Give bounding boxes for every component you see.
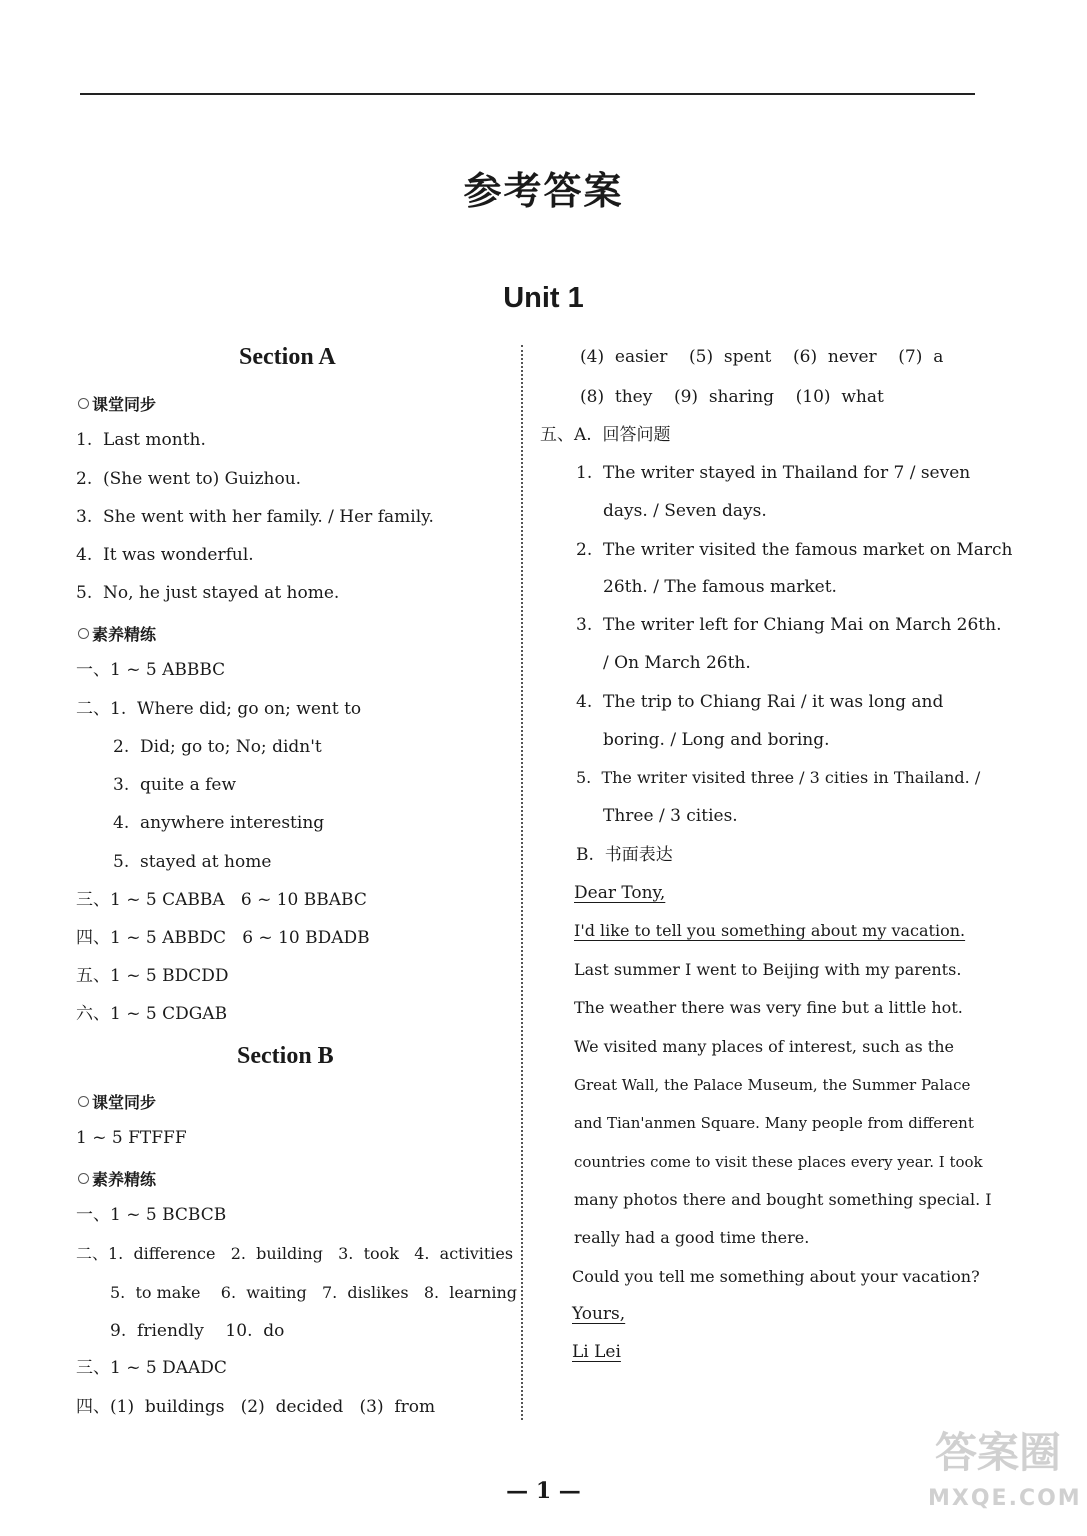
answer-line: (8) they (9) sharing (10) what (580, 387, 884, 407)
answer-line: 1 ~ 5 FTFFF (76, 1128, 187, 1148)
answer-line: 2. Did; go to; No; didn't (113, 737, 322, 757)
letter-line: We visited many places of interest, such as the (574, 1037, 954, 1056)
letter-signature: Li Lei (572, 1342, 621, 1362)
column-divider (521, 345, 523, 1420)
section-a-heading: Section A (239, 344, 336, 370)
answer-line: 5. stayed at home (113, 852, 272, 872)
answer-line: 3. quite a few (113, 775, 237, 795)
answer-line: 4. It was wonderful. (76, 545, 254, 565)
subsection-heading: 五、A. 回答问题 (540, 425, 671, 445)
watermark-logo: 答案圈 MXQE.COM (928, 1428, 1082, 1511)
answer-line: 五、1 ~ 5 BDCDD (76, 966, 229, 986)
subsection-heading: B. 书面表达 (576, 845, 673, 865)
answer-line: 四、1 ~ 5 ABBDC 6 ~ 10 BDADB (76, 928, 370, 948)
answer-line: 三、1 ~ 5 CABBA 6 ~ 10 BBABC (76, 890, 367, 910)
answer-line: 四、(1) buildings (2) decided (3) from (76, 1397, 436, 1417)
answer-line: 1. The writer stayed in Thailand for 7 / seven (576, 463, 971, 483)
letter-line: many photos there and bought something special. I (574, 1190, 992, 1209)
answer-line: 4. The trip to Chiang Rai / it was long and (576, 692, 944, 712)
letter-line: The weather there was very fine but a little hot. (574, 998, 963, 1017)
tag-sync-b: 课堂同步 (78, 1090, 156, 1113)
tag-practice-b: 素养精练 (78, 1167, 156, 1190)
circle-bullet-icon (78, 1173, 89, 1184)
answer-line: 2. The writer visited the famous market on March (576, 540, 1013, 560)
answer-line: days. / Seven days. (603, 501, 767, 521)
answer-line: 9. friendly 10. do (110, 1321, 285, 1341)
answer-line: Three / 3 cities. (603, 806, 738, 826)
letter-line: Last summer I went to Beijing with my parents. (574, 960, 962, 979)
top-rule (80, 93, 975, 95)
tag-practice-a: 素养精练 (78, 622, 156, 645)
letter-line: and Tian'anmen Square. Many people from different (574, 1114, 974, 1132)
circle-bullet-icon (78, 628, 89, 639)
letter-opening: I'd like to tell you something about my vacation. (574, 921, 966, 940)
letter-greeting: Dear Tony, (574, 883, 666, 903)
answer-line: 2. (She went to) Guizhou. (76, 469, 302, 489)
letter-line: really had a good time there. (574, 1228, 810, 1247)
answer-line: 26th. / The famous market. (603, 577, 837, 597)
answer-line: 5. No, he just stayed at home. (76, 583, 340, 603)
answer-line: 一、1 ~ 5 BCBCB (76, 1205, 227, 1225)
answer-line: 4. anywhere interesting (113, 813, 325, 833)
circle-bullet-icon (78, 398, 89, 409)
answer-line: (4) easier (5) spent (6) never (7) a (580, 347, 944, 367)
letter-line: countries come to visit these places every year. I took (574, 1153, 983, 1171)
answer-line: 5. to make 6. waiting 7. dislikes 8. learning (110, 1283, 517, 1302)
letter-line: Could you tell me something about your vacation? (572, 1267, 980, 1286)
tag-sync-a: 课堂同步 (78, 392, 156, 415)
answer-line: 三、1 ~ 5 DAADC (76, 1358, 227, 1378)
page-number: — 1 — (506, 1478, 581, 1504)
answer-line: 一、1 ~ 5 ABBBC (76, 660, 226, 680)
letter-closing: Yours, (572, 1304, 626, 1324)
answer-line: 3. The writer left for Chiang Mai on March 26th. (576, 615, 1002, 635)
answer-line: 二、1. Where did; go on; went to (76, 699, 362, 719)
letter-line: Great Wall, the Palace Museum, the Summer Palace (574, 1076, 971, 1094)
answer-line: 六、1 ~ 5 CDGAB (76, 1004, 228, 1024)
unit-title: Unit 1 (503, 282, 584, 314)
circle-bullet-icon (78, 1096, 89, 1107)
section-b-heading: Section B (237, 1043, 334, 1069)
answer-line: 5. The writer visited three / 3 cities in Thailand. / (576, 768, 981, 787)
answer-line: boring. / Long and boring. (603, 730, 830, 750)
answer-line: 1. Last month. (76, 430, 206, 450)
page-title: 参考答案 (463, 169, 624, 213)
answer-line: / On March 26th. (603, 653, 751, 673)
answer-line: 3. She went with her family. / Her family. (76, 507, 434, 527)
answer-line: 二、1. difference 2. building 3. took 4. activities (76, 1244, 514, 1263)
